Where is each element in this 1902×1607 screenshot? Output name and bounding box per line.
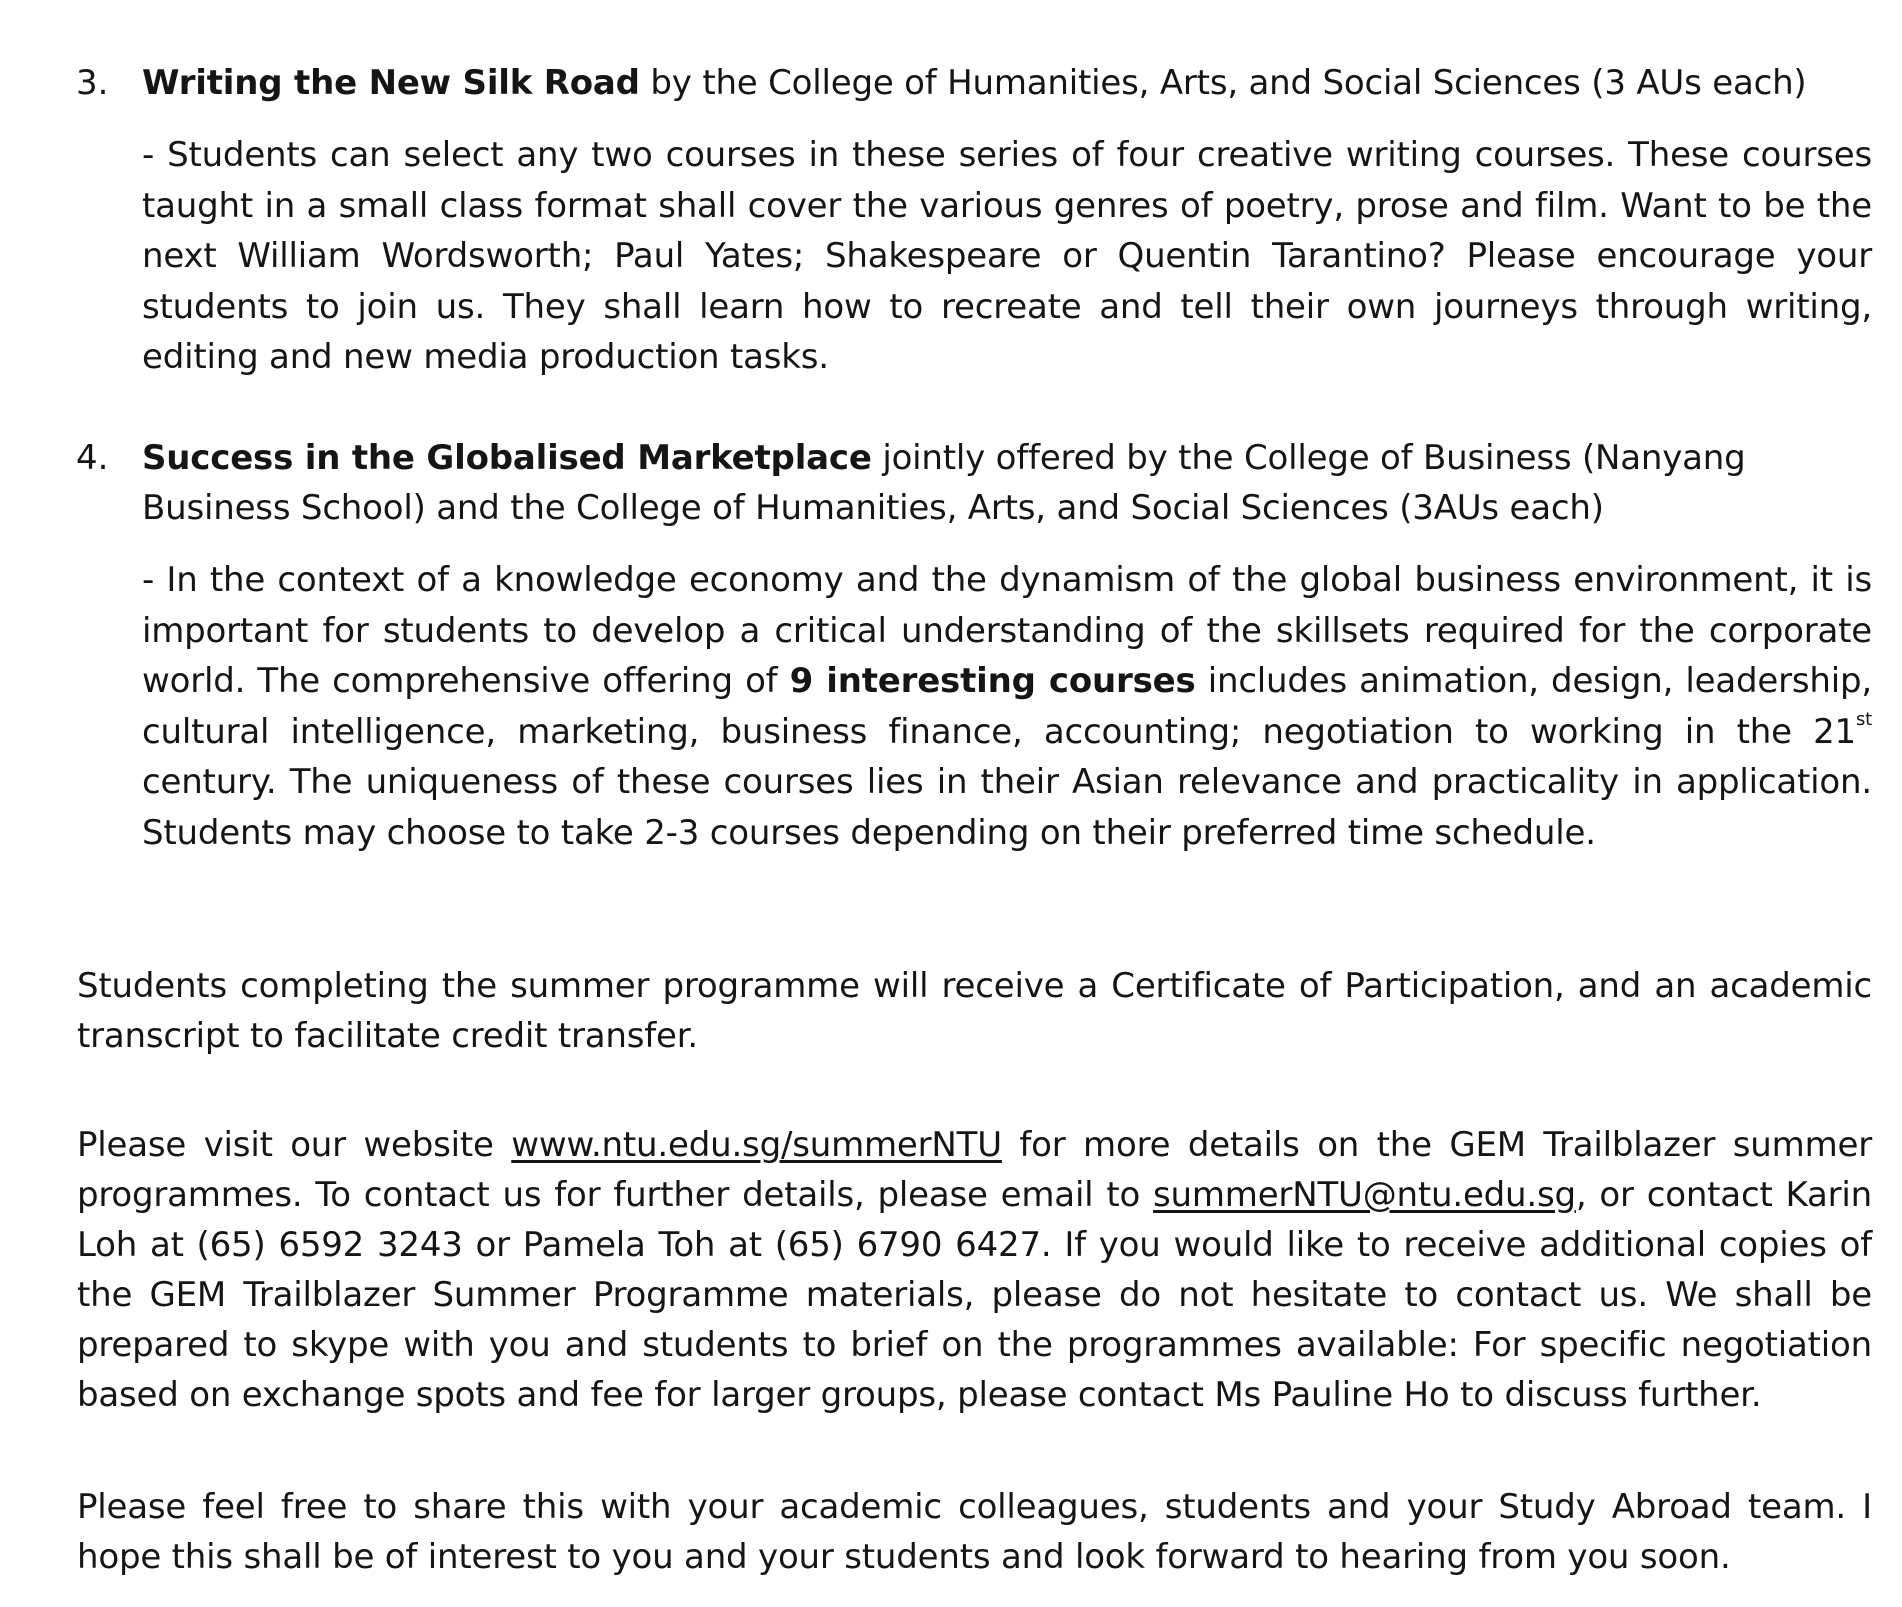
website-paragraph-part1: Please visit our website	[77, 1125, 512, 1165]
item-title: Writing the New Silk Road	[142, 63, 640, 103]
item-number: 4.	[76, 438, 109, 478]
website-paragraph-part3: , or contact Karin Loh at (65) 6592 3243 or Pamela Toh at (65) 6790 6427. If you would like to receive additional copies of the GEM Trailblazer Summer Programme materials, please do not hesitate to contact us. We shall be prepared to skype with you and students to brief on the programmes available: For specific negotiation based on exchange spots and fee for larger groups, please contact Ms Pauline Ho to discuss further.	[77, 1175, 1872, 1415]
website-paragraph-part2: for more details on the GEM Trailblazer summer programmes. To contact us for further details, please email to	[77, 1125, 1872, 1215]
item-heading	[142, 58, 1872, 108]
email-link[interactable]: summerNTU@ntu.edu.sg	[1153, 1175, 1576, 1215]
course-item-globalised-marketplace	[76, 433, 1872, 858]
course-item-writing-new-silk-road	[76, 58, 1872, 383]
description-part2: includes animation, design, leadership, cultural intelligence, marketing, business finance, accounting; negotiation to working in the 21	[142, 661, 1872, 752]
ordinal-superscript: st	[1855, 708, 1872, 730]
share-paragraph: Please feel free to share this with your academic colleagues, students and your Study Abroad team. I hope this shall be of interest to you and your students and look forward to hearing from you soon.	[77, 1487, 1872, 1577]
item-number: 3.	[76, 63, 109, 103]
item-description	[142, 555, 1872, 858]
description-part3: century. The uniqueness of these courses lies in their Asian relevance and practicality in application. Students may choose to take 2-3 courses depending on their preferred time schedule.	[142, 762, 1872, 853]
item-description: - Students can select any two courses in these series of four creative writing courses. These courses taught in a small class format shall cover the various genres of poetry, prose and film. Want to be the next William Wordsworth; Paul Yates; Shakespeare or Quentin Tarantino? Please encourage your students to join us. They shall learn how to recreate and tell their own journeys through writing, editing and new media production tasks.	[142, 135, 1872, 377]
website-paragraph	[77, 1120, 1872, 1420]
website-link[interactable]: www.ntu.edu.sg/summerNTU	[511, 1125, 1002, 1165]
item-title: Success in the Globalised Marketplace	[142, 438, 872, 478]
description-bold: 9 interesting courses	[789, 661, 1196, 701]
item-heading-rest: by the College of Humanities, Arts, and Social Sciences (3 AUs each)	[639, 63, 1807, 103]
certificate-paragraph: Students completing the summer programme will receive a Certificate of Participation, and an academic transcript to facilitate credit transfer.	[77, 966, 1872, 1056]
item-heading	[142, 433, 1872, 533]
item-heading-rest: jointly offered by the College of Business (Nanyang Business School) and the College of Humanities, Arts, and Social Sciences (3AUs each)	[142, 438, 1746, 528]
description-part1: - In the context of a knowledge economy and the dynamism of the global business environment, it is important for students to develop a critical understanding of the skillsets required for the corporate world. The comprehensive offering of	[142, 560, 1872, 701]
